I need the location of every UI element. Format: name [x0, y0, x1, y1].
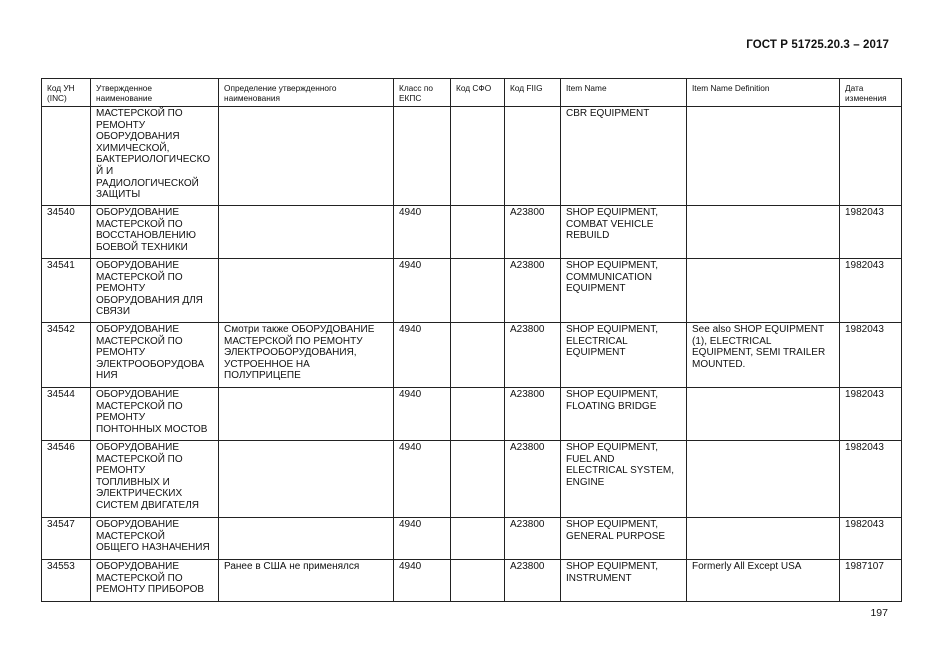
cell-approved-name: ОБОРУДОВАНИЕ МАСТЕРСКОЙ ПО РЕМОНТУ ОБОРУДОВАНИЯ ДЛЯ СВЯЗИ — [91, 259, 219, 323]
cell-item-name-definition: Formerly All Except USA — [687, 560, 840, 602]
cell-name-definition — [219, 206, 394, 259]
cell-name-definition: Ранее в США не применялся — [219, 560, 394, 602]
cell-item-name: SHOP EQUIPMENT, GENERAL PURPOSE — [561, 518, 687, 560]
cell-change-date — [840, 107, 902, 206]
document-code: ГОСТ Р 51725.20.3 – 2017 — [746, 39, 889, 51]
cell-fiig-code: A23800 — [505, 518, 561, 560]
cell-inc — [42, 107, 91, 206]
table-header — [42, 79, 902, 107]
cell-sfo-code — [451, 518, 505, 560]
table-row — [42, 441, 902, 518]
cell-sfo-code — [451, 259, 505, 323]
header-item-name: Item Name — [561, 79, 687, 107]
cell-name-definition — [219, 259, 394, 323]
cell-change-date: 1982043 — [840, 259, 902, 323]
cell-name-definition — [219, 441, 394, 518]
cell-inc: 34546 — [42, 441, 91, 518]
header-fiig-code: Код FIIG — [505, 79, 561, 107]
cell-fiig-code: A23800 — [505, 560, 561, 602]
cell-sfo-code — [451, 441, 505, 518]
cell-item-name-definition — [687, 107, 840, 206]
cell-approved-name: ОБОРУДОВАНИЕ МАСТЕРСКОЙ ПО РЕМОНТУ ЭЛЕКТРООБОРУДОВА НИЯ — [91, 323, 219, 388]
cell-approved-name: ОБОРУДОВАНИЕ МАСТЕРСКОЙ ПО РЕМОНТУ ПРИБОРОВ — [91, 560, 219, 602]
header-sfo-code: Код СФО — [451, 79, 505, 107]
cell-name-definition: Смотри также ОБОРУДОВАНИЕ МАСТЕРСКОЙ ПО РЕМОНТУ ЭЛЕКТРООБОРУДОВАНИЯ, УСТРОЕННОЕ НА ПОЛУПРИЦЕПЕ — [219, 323, 394, 388]
cell-class — [394, 107, 451, 206]
nomenclature-table — [41, 78, 902, 602]
table-row — [42, 560, 902, 602]
header-row — [42, 79, 902, 107]
cell-inc: 34542 — [42, 323, 91, 388]
cell-item-name-definition — [687, 518, 840, 560]
cell-class: 4940 — [394, 323, 451, 388]
header-inc: Код УН (INC) — [42, 79, 91, 107]
cell-item-name-definition: See also SHOP EQUIPMENT (1), ELECTRICAL EQUIPMENT, SEMI TRAILER MOUNTED. — [687, 323, 840, 388]
cell-class: 4940 — [394, 259, 451, 323]
cell-inc: 34541 — [42, 259, 91, 323]
cell-approved-name: ОБОРУДОВАНИЕ МАСТЕРСКОЙ ПО ВОССТАНОВЛЕНИЮ БОЕВОЙ ТЕХНИКИ — [91, 206, 219, 259]
cell-sfo-code — [451, 388, 505, 441]
table-row — [42, 107, 902, 206]
cell-name-definition — [219, 518, 394, 560]
cell-item-name: SHOP EQUIPMENT, COMBAT VEHICLE REBUILD — [561, 206, 687, 259]
table-row — [42, 388, 902, 441]
cell-item-name: CBR EQUIPMENT — [561, 107, 687, 206]
cell-sfo-code — [451, 107, 505, 206]
cell-approved-name: ОБОРУДОВАНИЕ МАСТЕРСКОЙ ПО РЕМОНТУ ТОПЛИВНЫХ И ЭЛЕКТРИЧЕСКИХ СИСТЕМ ДВИГАТЕЛЯ — [91, 441, 219, 518]
cell-fiig-code: A23800 — [505, 441, 561, 518]
cell-name-definition — [219, 388, 394, 441]
cell-fiig-code: A23800 — [505, 206, 561, 259]
cell-fiig-code: A23800 — [505, 323, 561, 388]
cell-item-name: SHOP EQUIPMENT, ELECTRICAL EQUIPMENT — [561, 323, 687, 388]
cell-approved-name: ОБОРУДОВАНИЕ МАСТЕРСКОЙ ОБЩЕГО НАЗНАЧЕНИЯ — [91, 518, 219, 560]
cell-item-name-definition — [687, 206, 840, 259]
cell-name-definition — [219, 107, 394, 206]
cell-fiig-code — [505, 107, 561, 206]
cell-item-name-definition — [687, 259, 840, 323]
cell-change-date: 1982043 — [840, 441, 902, 518]
table-row — [42, 323, 902, 388]
cell-change-date: 1982043 — [840, 206, 902, 259]
page-number: 197 — [870, 607, 888, 619]
header-item-name-definition: Item Name Definition — [687, 79, 840, 107]
header-name-definition: Определение утвержденного наименования — [219, 79, 394, 107]
table-row — [42, 518, 902, 560]
cell-approved-name: МАСТЕРСКОЙ ПО РЕМОНТУ ОБОРУДОВАНИЯ ХИМИЧЕСКОЙ, БАКТЕРИОЛОГИЧЕСКО Й И РАДИОЛОГИЧЕСКОЙ ЗАЩИТЫ — [91, 107, 219, 206]
cell-inc: 34544 — [42, 388, 91, 441]
cell-change-date: 1982043 — [840, 323, 902, 388]
header-change-date: Дата изменения — [840, 79, 902, 107]
cell-class: 4940 — [394, 441, 451, 518]
cell-item-name: SHOP EQUIPMENT, COMMUNICATION EQUIPMENT — [561, 259, 687, 323]
cell-class: 4940 — [394, 560, 451, 602]
cell-item-name: SHOP EQUIPMENT, INSTRUMENT — [561, 560, 687, 602]
cell-item-name-definition — [687, 388, 840, 441]
cell-change-date: 1982043 — [840, 388, 902, 441]
header-approved-name: Утвержденное наименование — [91, 79, 219, 107]
cell-inc: 34547 — [42, 518, 91, 560]
cell-class: 4940 — [394, 518, 451, 560]
table-row — [42, 206, 902, 259]
cell-item-name: SHOP EQUIPMENT, FLOATING BRIDGE — [561, 388, 687, 441]
cell-inc: 34553 — [42, 560, 91, 602]
table-row — [42, 259, 902, 323]
cell-fiig-code: A23800 — [505, 388, 561, 441]
cell-item-name-definition — [687, 441, 840, 518]
cell-sfo-code — [451, 206, 505, 259]
cell-sfo-code — [451, 323, 505, 388]
header-class: Класс по ЕКПС — [394, 79, 451, 107]
cell-change-date: 1987107 — [840, 560, 902, 602]
cell-class: 4940 — [394, 388, 451, 441]
cell-change-date: 1982043 — [840, 518, 902, 560]
cell-sfo-code — [451, 560, 505, 602]
cell-fiig-code: A23800 — [505, 259, 561, 323]
cell-class: 4940 — [394, 206, 451, 259]
cell-inc: 34540 — [42, 206, 91, 259]
cell-approved-name: ОБОРУДОВАНИЕ МАСТЕРСКОЙ ПО РЕМОНТУ ПОНТОННЫХ МОСТОВ — [91, 388, 219, 441]
cell-item-name: SHOP EQUIPMENT, FUEL AND ELECTRICAL SYSTEM, ENGINE — [561, 441, 687, 518]
table-body — [42, 107, 902, 602]
